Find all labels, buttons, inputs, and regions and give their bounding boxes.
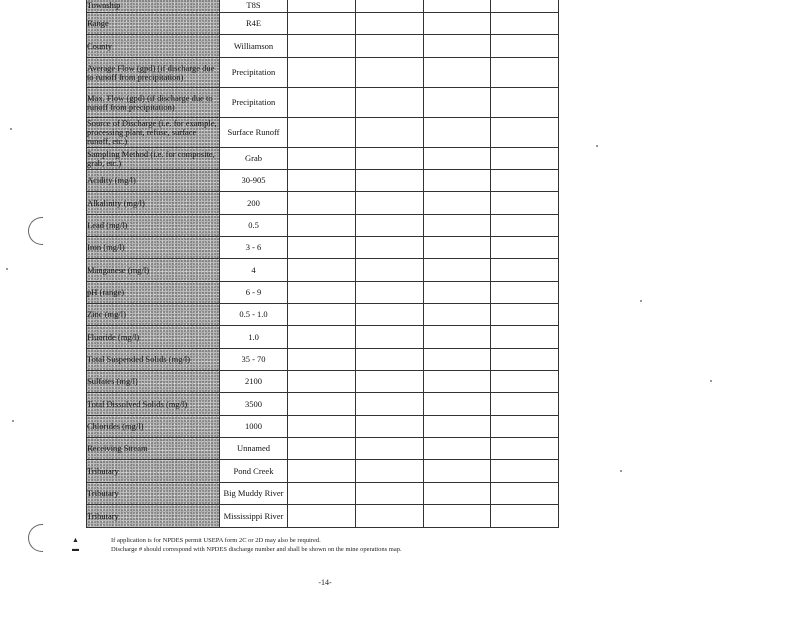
scan-speck (620, 470, 622, 472)
empty-discharge-cell (356, 460, 424, 483)
footnote-marker: ▬ (72, 545, 79, 553)
footnote-line-2: Discharge # should correspond with NPDES discharge number and shall be shown on the mine operations map. (111, 546, 402, 553)
empty-discharge-cell (288, 0, 356, 13)
parameter-value: 2100 (220, 371, 288, 393)
parameter-label-cell (87, 393, 220, 416)
empty-discharge-cell (424, 215, 491, 237)
empty-discharge-cell (356, 416, 424, 438)
empty-discharge-cell (288, 438, 356, 460)
parameter-label: Chlorides (mg/l) (87, 421, 144, 431)
empty-discharge-cell (288, 13, 356, 35)
empty-discharge-cell (491, 148, 559, 170)
empty-discharge-cell (356, 170, 424, 192)
parameter-value: 200 (220, 192, 288, 215)
parameter-label: Iron (mg/l) (87, 242, 125, 252)
scan-speck (10, 128, 12, 130)
parameter-label: Sampling Method (i.e. for composite, grab, etc.) (87, 148, 215, 168)
table-row (87, 460, 559, 483)
empty-discharge-cell (356, 58, 424, 88)
empty-discharge-cell (356, 304, 424, 326)
table-row (87, 349, 559, 371)
empty-discharge-cell (424, 304, 491, 326)
empty-discharge-cell (288, 170, 356, 192)
empty-discharge-cell (491, 58, 559, 88)
parameter-label: Total Dissolved Solids (mg/l) (87, 398, 188, 409)
empty-discharge-cell (356, 259, 424, 282)
parameter-label-cell (87, 237, 220, 259)
parameter-label-cell (87, 148, 220, 170)
empty-discharge-cell (356, 88, 424, 118)
scan-speck (12, 420, 14, 422)
parameter-value: Mississippi River (220, 505, 288, 528)
empty-discharge-cell (424, 460, 491, 483)
empty-discharge-cell (424, 35, 491, 58)
table-row (87, 483, 559, 505)
parameter-label: Lead (mg/l) (87, 220, 128, 230)
empty-discharge-cell (491, 371, 559, 393)
empty-discharge-cell (491, 35, 559, 58)
empty-discharge-cell (491, 13, 559, 35)
table-row (87, 192, 559, 215)
parameter-label-cell (87, 13, 220, 35)
empty-discharge-cell (424, 326, 491, 349)
empty-discharge-cell (491, 483, 559, 505)
empty-discharge-cell (424, 170, 491, 192)
empty-discharge-cell (491, 170, 559, 192)
parameter-label-cell (87, 259, 220, 282)
empty-discharge-cell (288, 326, 356, 349)
parameter-value: T8S (220, 0, 288, 13)
empty-discharge-cell (424, 237, 491, 259)
page-number: -14- (318, 578, 332, 587)
footnote-line-1: If application is for NPDES permit USEPA form 2C or 2D may also be required. (111, 537, 321, 544)
parameter-value: Big Muddy River (220, 483, 288, 505)
empty-discharge-cell (288, 259, 356, 282)
empty-discharge-cell (288, 371, 356, 393)
empty-discharge-cell (356, 237, 424, 259)
empty-discharge-cell (424, 505, 491, 528)
parameter-label: County (87, 40, 113, 51)
empty-discharge-cell (491, 460, 559, 483)
empty-discharge-cell (424, 349, 491, 371)
parameter-label-cell (87, 483, 220, 505)
empty-discharge-cell (356, 371, 424, 393)
parameter-label-cell (87, 304, 220, 326)
table-row (87, 170, 559, 192)
parameter-value: Unnamed (220, 438, 288, 460)
parameter-label-cell (87, 505, 220, 528)
parameter-value: Williamson (220, 35, 288, 58)
table-row (87, 35, 559, 58)
empty-discharge-cell (424, 118, 491, 148)
parameter-label: Receiving Stream (87, 443, 148, 453)
empty-discharge-cell (491, 349, 559, 371)
empty-discharge-cell (491, 438, 559, 460)
empty-discharge-cell (356, 505, 424, 528)
parameter-label: Average Flow (gpd) (if discharge due to runoff from precipitation) (87, 62, 215, 82)
empty-discharge-cell (424, 58, 491, 88)
empty-discharge-cell (356, 483, 424, 505)
empty-discharge-cell (288, 282, 356, 304)
empty-discharge-cell (491, 237, 559, 259)
parameter-label: Fluoride (mg/l) (87, 331, 140, 342)
table-row (87, 282, 559, 304)
scan-speck (710, 380, 712, 382)
empty-discharge-cell (491, 118, 559, 148)
empty-discharge-cell (491, 393, 559, 416)
parameter-label-cell (87, 371, 220, 393)
empty-discharge-cell (491, 416, 559, 438)
table-row (87, 304, 559, 326)
empty-discharge-cell (356, 438, 424, 460)
empty-discharge-cell (424, 13, 491, 35)
empty-discharge-cell (424, 371, 491, 393)
table-row (87, 118, 559, 148)
table-row (87, 371, 559, 393)
empty-discharge-cell (356, 35, 424, 58)
empty-discharge-cell (288, 304, 356, 326)
parameter-value: 3500 (220, 393, 288, 416)
parameter-value: Precipitation (220, 58, 288, 88)
parameter-value: Surface Runoff (220, 118, 288, 148)
empty-discharge-cell (491, 259, 559, 282)
empty-discharge-cell (288, 192, 356, 215)
parameter-value: 0.5 - 1.0 (220, 304, 288, 326)
table-row (87, 326, 559, 349)
empty-discharge-cell (424, 282, 491, 304)
parameter-label: Alkalinity (mg/l) (87, 197, 145, 208)
parameter-label: Total Suspended Solids (mg/l) (87, 354, 191, 364)
empty-discharge-cell (356, 349, 424, 371)
empty-discharge-cell (491, 215, 559, 237)
empty-discharge-cell (424, 393, 491, 416)
parameter-label-cell (87, 438, 220, 460)
empty-discharge-cell (424, 88, 491, 118)
parameter-label: Manganese (mg/l) (87, 264, 150, 275)
parameter-label: Township (87, 0, 121, 10)
empty-discharge-cell (288, 118, 356, 148)
empty-discharge-cell (491, 304, 559, 326)
empty-discharge-cell (356, 393, 424, 416)
parameter-label-cell (87, 88, 220, 118)
parameter-label: Sulfates (mg/l) (87, 376, 138, 386)
parameter-value: 0.5 (220, 215, 288, 237)
empty-discharge-cell (491, 505, 559, 528)
empty-discharge-cell (491, 282, 559, 304)
parameter-label: Zinc (mg/l) (87, 309, 126, 319)
table-row (87, 148, 559, 170)
parameter-value: 1000 (220, 416, 288, 438)
footnote-marker: ▲ (72, 536, 79, 544)
parameter-label-cell (87, 326, 220, 349)
parameter-label: Range (87, 18, 109, 28)
empty-discharge-cell (288, 88, 356, 118)
table-row (87, 88, 559, 118)
parameter-value: 35 - 70 (220, 349, 288, 371)
empty-discharge-cell (356, 148, 424, 170)
empty-discharge-cell (288, 215, 356, 237)
parameter-label: Acidity (mg/l) (87, 175, 136, 185)
parameter-label-cell (87, 215, 220, 237)
parameter-label: Tributary (87, 465, 119, 476)
empty-discharge-cell (424, 192, 491, 215)
empty-discharge-cell (356, 215, 424, 237)
parameter-label: Tributary (87, 510, 119, 521)
parameter-value: 3 - 6 (220, 237, 288, 259)
scan-speck (6, 268, 8, 270)
empty-discharge-cell (491, 0, 559, 13)
empty-discharge-cell (356, 13, 424, 35)
empty-discharge-cell (356, 282, 424, 304)
empty-discharge-cell (288, 483, 356, 505)
empty-discharge-cell (288, 416, 356, 438)
parameter-label: pH (range) (87, 287, 125, 297)
empty-discharge-cell (288, 505, 356, 528)
scan-speck (596, 145, 598, 147)
parameter-value: 6 - 9 (220, 282, 288, 304)
parameter-label-cell (87, 35, 220, 58)
parameter-label-cell (87, 460, 220, 483)
parameter-label-cell (87, 118, 220, 148)
parameter-value: 4 (220, 259, 288, 282)
parameter-value: R4E (220, 13, 288, 35)
empty-discharge-cell (356, 192, 424, 215)
table-row (87, 215, 559, 237)
parameter-label-cell (87, 349, 220, 371)
empty-discharge-cell (288, 35, 356, 58)
empty-discharge-cell (288, 460, 356, 483)
table-row (87, 416, 559, 438)
parameter-value: 30-905 (220, 170, 288, 192)
parameter-value: Precipitation (220, 88, 288, 118)
parameter-label-cell (87, 170, 220, 192)
parameter-value: Pond Creek (220, 460, 288, 483)
empty-discharge-cell (356, 118, 424, 148)
parameter-label: Source of Discharge (i.e. for example, processing plant, refuse, surface runoff, etc.) (87, 118, 217, 146)
hole-punch-mark-upper (28, 217, 43, 245)
table-row (87, 13, 559, 35)
empty-discharge-cell (491, 326, 559, 349)
empty-discharge-cell (424, 438, 491, 460)
parameter-value: 1.0 (220, 326, 288, 349)
table-row (87, 237, 559, 259)
table-row (87, 438, 559, 460)
empty-discharge-cell (288, 58, 356, 88)
scan-speck (640, 300, 642, 302)
empty-discharge-cell (424, 0, 491, 13)
parameter-label-cell (87, 416, 220, 438)
empty-discharge-cell (491, 192, 559, 215)
empty-discharge-cell (424, 483, 491, 505)
empty-discharge-cell (424, 416, 491, 438)
table-row (87, 58, 559, 88)
parameter-label-cell (87, 282, 220, 304)
empty-discharge-cell (288, 148, 356, 170)
hole-punch-mark-lower (28, 524, 43, 552)
parameter-label: Tributary (87, 488, 119, 498)
table-row (87, 393, 559, 416)
discharge-data-table (86, 0, 559, 528)
empty-discharge-cell (288, 393, 356, 416)
parameter-label-cell (87, 0, 220, 13)
empty-discharge-cell (356, 326, 424, 349)
parameter-label-cell (87, 192, 220, 215)
parameter-value: Grab (220, 148, 288, 170)
table-row (87, 259, 559, 282)
parameter-label: Max. Flow (gpd) (if discharge due to runoff from precipitation) (87, 92, 213, 112)
empty-discharge-cell (288, 349, 356, 371)
table-row (87, 0, 559, 13)
empty-discharge-cell (424, 148, 491, 170)
table-row (87, 505, 559, 528)
empty-discharge-cell (424, 259, 491, 282)
empty-discharge-cell (288, 237, 356, 259)
empty-discharge-cell (491, 88, 559, 118)
parameter-label-cell (87, 58, 220, 88)
empty-discharge-cell (356, 0, 424, 13)
